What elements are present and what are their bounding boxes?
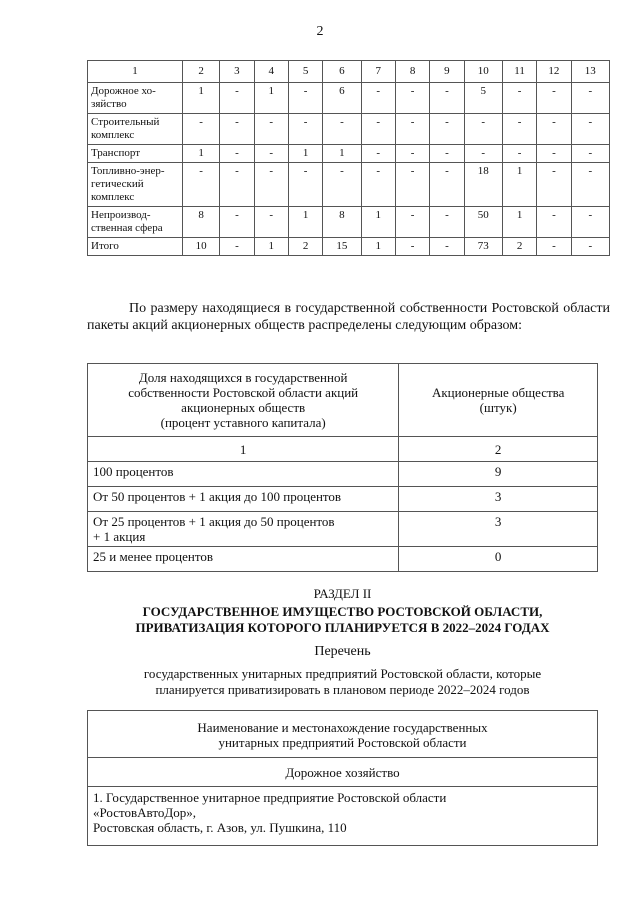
list-title: Перечень — [314, 644, 371, 659]
table-cell: 8 — [182, 207, 219, 238]
table-cell: - — [182, 114, 219, 145]
table-cell: - — [430, 207, 464, 238]
share-range-cell: От 50 процентов + 1 акция до 100 процентов — [88, 487, 399, 512]
table-row — [88, 145, 610, 163]
share-header-cell: Доля находящихся в государственной собственности Ростовской области акций акционерных обществ (процент уставного капитала) — [88, 364, 399, 437]
table-cell: 50 — [464, 207, 502, 238]
table-row — [88, 512, 598, 547]
table-cell: - — [537, 83, 571, 114]
table-cell: 1 — [323, 145, 361, 163]
column-header: 13 — [571, 61, 609, 83]
column-header: 9 — [430, 61, 464, 83]
table-cell: - — [464, 114, 502, 145]
enterprise-header-cell: Наименование и местонахождение государственных унитарных предприятий Ростовской области — [88, 711, 598, 758]
table-cell: - — [254, 145, 288, 163]
table-cell: - — [502, 83, 536, 114]
row-label: Итого — [88, 238, 183, 256]
column-header: 4 — [254, 61, 288, 83]
table-row — [88, 462, 598, 487]
table-cell: - — [182, 163, 219, 207]
list-subtitle: государственных унитарных предприятий Ростовской области, которые планируется приватизировать в плановом периоде 2022–2024 годов — [143, 666, 542, 697]
share-range-cell: 25 и менее процентов — [88, 547, 399, 572]
row-label: Топливно-энер- гетический комплекс — [88, 163, 183, 207]
row-label: Дорожное хо- зяйство — [88, 83, 183, 114]
column-header: 5 — [288, 61, 322, 83]
table-cell: 1 — [182, 83, 219, 114]
table-cell: - — [288, 163, 322, 207]
column-header: 1 — [88, 61, 183, 83]
table-header-row — [88, 61, 610, 83]
table-header-row — [88, 364, 598, 437]
enterprise-list-table — [87, 710, 598, 846]
table-cell: - — [220, 83, 254, 114]
table-row — [88, 238, 610, 256]
column-header: 8 — [395, 61, 429, 83]
table-cell: 1 — [254, 83, 288, 114]
distribution-paragraph — [87, 300, 610, 334]
table-cell: - — [430, 238, 464, 256]
table-cell: - — [361, 163, 395, 207]
table-cell: - — [254, 163, 288, 207]
section-heading: ГОСУДАРСТВЕННОЕ ИМУЩЕСТВО РОСТОВСКОЙ ОБЛАСТИ, ПРИВАТИЗАЦИЯ КОТОРОГО ПЛАНИРУЕТСЯ В 2022–2024 ГОДАХ — [135, 604, 550, 635]
table-cell: 10 — [182, 238, 219, 256]
table-cell: - — [323, 114, 361, 145]
table-cell: - — [361, 145, 395, 163]
table-cell: - — [571, 114, 609, 145]
table-cell: - — [571, 145, 609, 163]
table-cell: - — [502, 145, 536, 163]
share-range-cell: От 25 процентов + 1 акция до 50 процентов + 1 акция — [88, 512, 399, 547]
table-cell: - — [571, 83, 609, 114]
table-cell: - — [220, 145, 254, 163]
category-cell: Дорожное хозяйство — [88, 758, 598, 787]
table-cell: - — [254, 114, 288, 145]
table-cell: - — [395, 207, 429, 238]
row-label: Строительный комплекс — [88, 114, 183, 145]
table-cell: - — [571, 163, 609, 207]
company-count-cell: 9 — [399, 462, 598, 487]
table-cell: 1 — [288, 145, 322, 163]
table-cell: - — [537, 163, 571, 207]
enterprises-by-sector-table — [87, 60, 610, 256]
column-header: 10 — [464, 61, 502, 83]
table-cell: - — [537, 238, 571, 256]
table-cell: 6 — [323, 83, 361, 114]
category-row — [88, 758, 598, 787]
table-cell: - — [571, 238, 609, 256]
table-cell: 5 — [464, 83, 502, 114]
table-row — [88, 207, 610, 238]
table-cell: - — [395, 145, 429, 163]
column-header: 6 — [323, 61, 361, 83]
table-cell: 1 — [182, 145, 219, 163]
companies-header-cell: Акционерные общества (штук) — [399, 364, 598, 437]
table-cell: - — [537, 145, 571, 163]
table-cell: 1 — [254, 238, 288, 256]
table-cell: 1 — [361, 207, 395, 238]
table-row — [88, 114, 610, 145]
table-cell: - — [395, 114, 429, 145]
table-cell: - — [571, 207, 609, 238]
table-cell: 15 — [323, 238, 361, 256]
enterprise-item-cell: 1. Государственное унитарное предприятие Ростовской области «РостовАвтоДор», Ростовская область, г. Азов, ул. Пушкина, 110 — [88, 787, 598, 846]
table-cell: - — [537, 114, 571, 145]
company-count-cell: 3 — [399, 512, 598, 547]
table-cell: 1 — [502, 163, 536, 207]
row-label: Непроизвод- ственная сфера — [88, 207, 183, 238]
table-cell: - — [395, 83, 429, 114]
table-cell: 2 — [502, 238, 536, 256]
table-cell: 1 — [361, 238, 395, 256]
table-header-row — [88, 711, 598, 758]
table-cell: - — [220, 207, 254, 238]
paragraph-text: По размеру находящиеся в государственной собственности Ростовской области пакеты акций акционерных обществ распределены следующим образом: — [87, 301, 610, 333]
table-row — [88, 547, 598, 572]
table-cell: - — [220, 114, 254, 145]
table-cell: 18 — [464, 163, 502, 207]
table-cell: - — [430, 114, 464, 145]
table-cell: 2 — [288, 238, 322, 256]
section-title: РАЗДЕЛ II — [313, 586, 372, 601]
table-cell: - — [220, 238, 254, 256]
company-count-cell: 0 — [399, 547, 598, 572]
table-cell: - — [430, 163, 464, 207]
table-cell: - — [361, 83, 395, 114]
table-cell: - — [288, 114, 322, 145]
table-row — [88, 787, 598, 846]
table-cell: 73 — [464, 238, 502, 256]
table-cell: - — [502, 114, 536, 145]
table-cell: - — [361, 114, 395, 145]
table-row — [88, 487, 598, 512]
column-header: 7 — [361, 61, 395, 83]
table-row — [88, 83, 610, 114]
table-cell: - — [395, 238, 429, 256]
company-count-cell: 3 — [399, 487, 598, 512]
column-number-row: 1 2 — [88, 437, 598, 462]
column-header: 11 — [502, 61, 536, 83]
table-cell: - — [464, 145, 502, 163]
table-cell: - — [537, 207, 571, 238]
column-header: 12 — [537, 61, 571, 83]
row-label: Транспорт — [88, 145, 183, 163]
table-cell: 1 — [502, 207, 536, 238]
table-cell: - — [395, 163, 429, 207]
column-header: 2 — [182, 61, 219, 83]
table-cell: - — [430, 145, 464, 163]
table-cell: 1 — [288, 207, 322, 238]
table-cell: - — [430, 83, 464, 114]
table-cell: - — [288, 83, 322, 114]
column-header: 3 — [220, 61, 254, 83]
page-number: 2 — [316, 24, 324, 39]
share-range-cell: 100 процентов — [88, 462, 399, 487]
table-cell: - — [220, 163, 254, 207]
table-cell: - — [254, 207, 288, 238]
table-cell: 8 — [323, 207, 361, 238]
share-distribution-table — [87, 363, 598, 572]
table-row — [88, 163, 610, 207]
table-cell: - — [323, 163, 361, 207]
